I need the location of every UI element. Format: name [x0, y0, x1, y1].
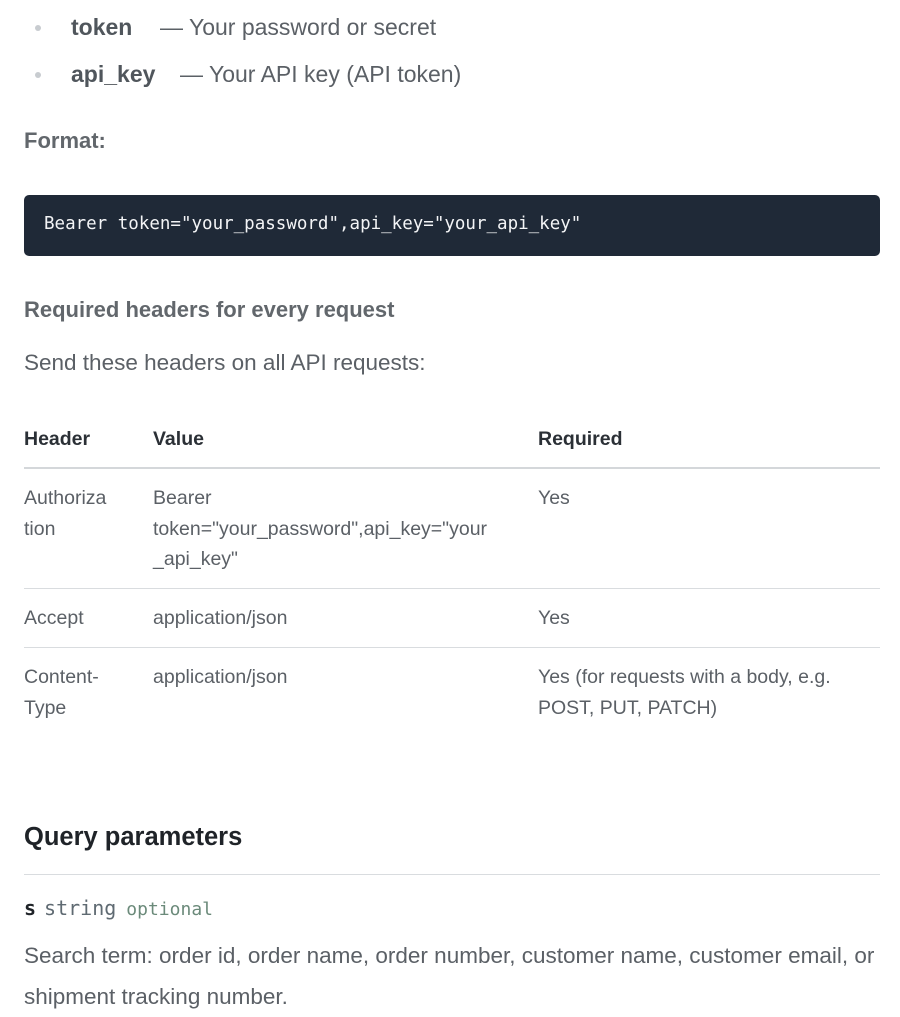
format-code[interactable]: Bearer token="your_password",api_key="your_api_key" — [44, 214, 582, 234]
field-term: token — [71, 14, 133, 40]
table-cell — [153, 603, 287, 634]
section-divider — [24, 874, 880, 875]
param-signature — [24, 896, 213, 920]
table-cell — [24, 603, 84, 634]
field-term: api_key — [71, 61, 156, 87]
headers-intro: Send these headers on all API requests: — [24, 350, 426, 375]
column-header: Required — [538, 428, 623, 450]
field-description: — Your password or secret — [160, 14, 437, 40]
code-block[interactable] — [24, 195, 880, 256]
table-cell — [153, 483, 487, 575]
column-header: Value — [153, 428, 204, 450]
cell-line: tion — [24, 517, 56, 540]
table-divider — [24, 588, 880, 589]
cell-line: Yes (for requests with a body, e.g. — [538, 666, 831, 688]
table-cell — [538, 662, 831, 723]
query-parameters-heading: Query parameters — [24, 823, 243, 851]
cell-line: Content- — [24, 666, 99, 688]
cell-line: token="your_password",api_key="your — [153, 517, 488, 540]
param-type: string — [44, 896, 117, 920]
table-cell — [153, 662, 287, 693]
bullet-icon — [35, 72, 41, 78]
param-description: Search term: order id, order name, order number, customer name, customer email, or shipment tracking number. — [24, 943, 875, 1009]
format-label: Format: — [24, 128, 106, 153]
cell-line: _api_key" — [153, 548, 238, 570]
headers-heading: Required headers for every request — [24, 297, 395, 322]
cell-line: POST, PUT, PATCH) — [538, 696, 718, 719]
cell-line: Authoriza — [24, 487, 107, 509]
table-divider — [24, 467, 880, 469]
cell-line: Yes — [538, 607, 570, 629]
cell-line: Bearer — [153, 487, 212, 509]
table-cell — [24, 662, 99, 723]
cell-line: Accept — [24, 607, 84, 629]
cell-line: Yes — [538, 487, 570, 509]
cell-line: application/json — [153, 607, 288, 629]
column-header: Header — [24, 428, 91, 450]
table-cell — [24, 483, 106, 544]
bullet-icon — [35, 25, 41, 31]
table-divider — [24, 647, 880, 648]
cell-line: Type — [24, 696, 67, 719]
table-cell — [538, 483, 570, 514]
field-description: — Your API key (API token) — [180, 61, 462, 87]
cell-line: application/json — [153, 666, 288, 688]
table-cell — [538, 603, 570, 634]
param-optional-badge: optional — [126, 899, 213, 920]
param-name: s — [24, 896, 37, 920]
